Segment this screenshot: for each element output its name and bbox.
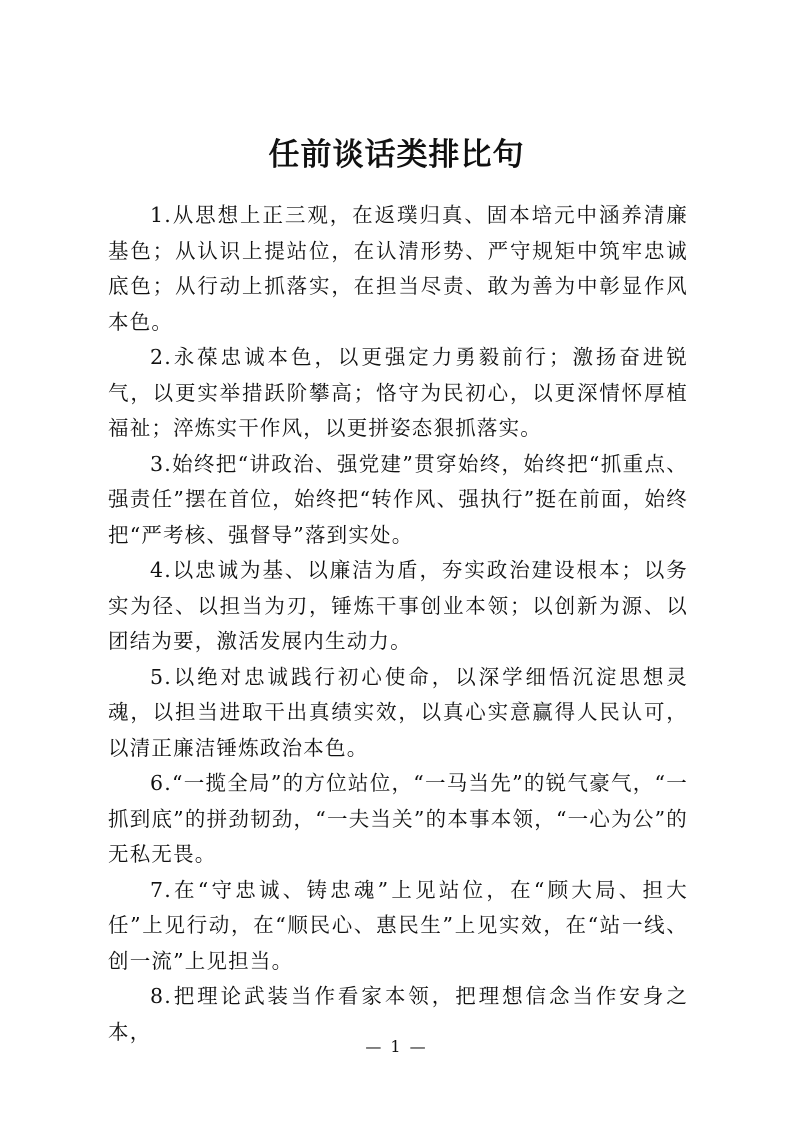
paragraph-7: 7.在“守忠诚、铸忠魂”上见站位，在“顾大局、担大任”上见行动，在“顺民心、惠民生”上见实效，在“站一线、创一流”上见担当。 [108, 877, 688, 973]
paragraph-2: 2.永葆忠诚本色，以更强定力勇毅前行；激扬奋进锐气，以更实举措跃阶攀高；恪守为民初心，以更深情怀厚植福祉；淬炼实干作风，以更拼姿态狠抓落实。 [108, 345, 688, 440]
paragraph-6: 6.“一揽全局”的方位站位，“一马当先”的锐气豪气，“一抓到底”的拼劲韧劲，“一夫当关”的本事本领，“一心为公”的无私无畏。 [108, 771, 688, 866]
paragraph-8: 8.把理论武装当作看家本领，把理想信念当作安身之本， [108, 984, 688, 1044]
paragraph-1: 1.从思想上正三观，在返璞归真、固本培元中涵养清廉基色；从认识上提站位，在认清形势、严守规矩中筑牢忠诚底色；从行动上抓落实，在担当尽责、敢为善为中彰显作风本色。 [108, 203, 688, 334]
page-number: — 1 — [365, 1037, 428, 1056]
paragraph-4: 4.以忠诚为基、以廉洁为盾，夯实政治建设根本；以务实为径、以担当为刃，锤炼干事创业本领；以创新为源、以团结为要，激活发展内生动力。 [108, 558, 688, 653]
paragraph-3: 3.始终把“讲政治、强党建”贯穿始终，始终把“抓重点、强责任”摆在首位，始终把“转作风、强执行”挺在前面，始终把“严考核、强督导”落到实处。 [108, 451, 688, 547]
paragraph-5: 5.以绝对忠诚践行初心使命，以深学细悟沉淀思想灵魂，以担当进取干出真绩实效，以真心实意赢得人民认可，以清正廉洁锤炼政治本色。 [108, 664, 688, 760]
document-body [108, 198, 688, 1050]
page-title: 任前谈话类排比句 [268, 136, 525, 173]
